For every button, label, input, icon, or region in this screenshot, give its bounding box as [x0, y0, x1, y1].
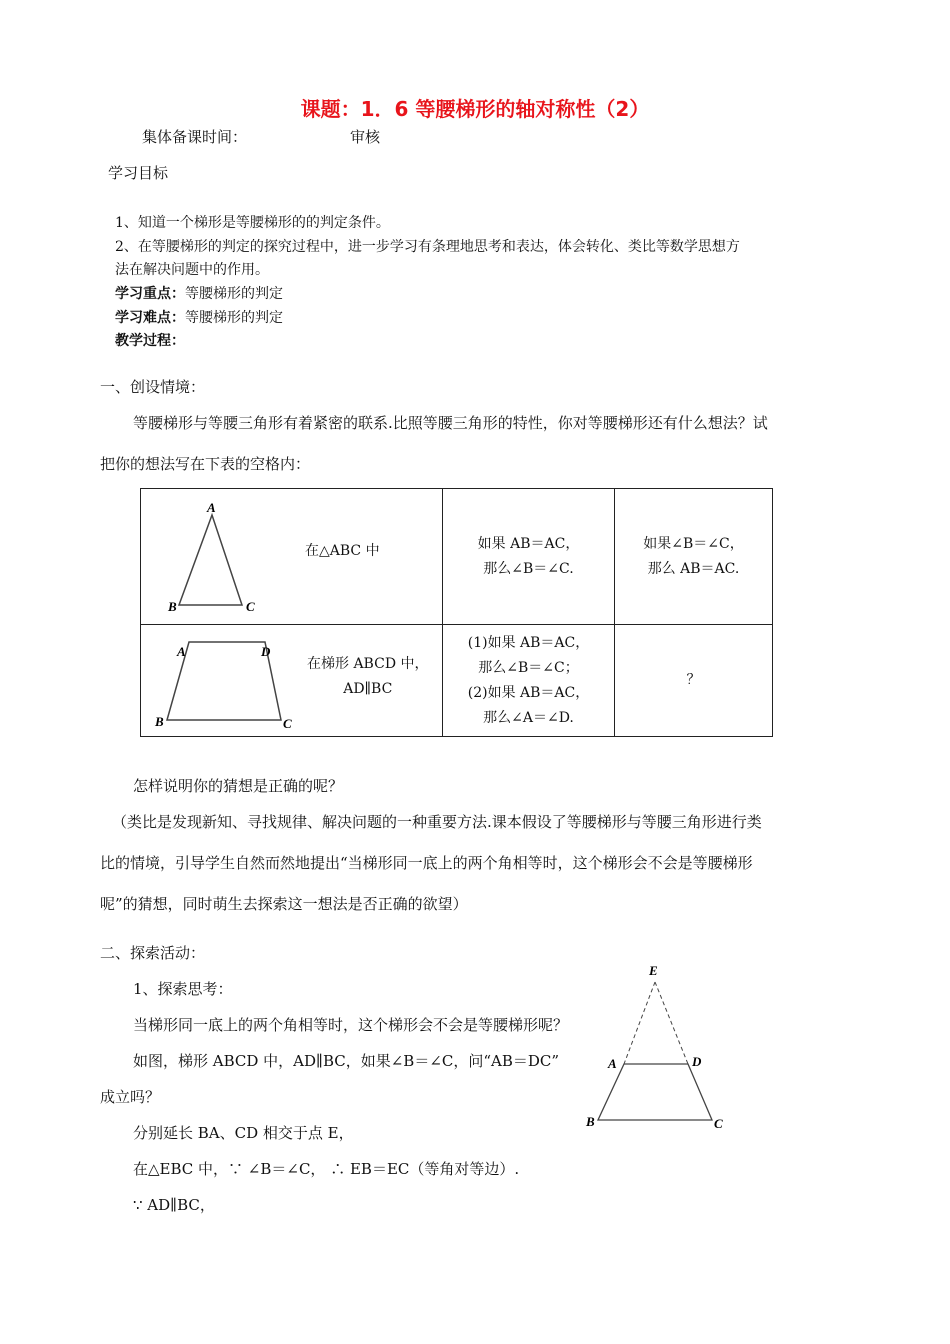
text-line: (2)如果 AB＝AC， [467, 684, 590, 701]
goal-1: 1、知道一个梯形是等腰梯形的的判定条件。 [115, 215, 390, 231]
triangle-property-cell [443, 489, 615, 625]
label-b: B [586, 1114, 595, 1129]
label-c: C [283, 716, 292, 730]
trapezoid-property-cell [443, 625, 615, 737]
triangle-context: 在△ABC 中 [305, 543, 380, 559]
goals-heading: 学习目标 [108, 164, 169, 182]
label-d: D [692, 1054, 702, 1069]
difficulty-label: 学习难点： [115, 310, 185, 326]
section2-line-4: 分别延长 BA、CD 相交于点 E， [133, 1124, 354, 1142]
label-b: B [155, 714, 164, 729]
label-a: A [177, 644, 186, 659]
triangle-figure [166, 499, 276, 619]
label-c: C [714, 1116, 723, 1131]
label-a: A [608, 1056, 617, 1071]
text-line: AD∥BC [343, 681, 393, 697]
note-line-1: （类比是发现新知、寻找规律、解决问题的一种重要方法.课本假设了等腰梯形与等腰三角形进行类 [112, 813, 762, 831]
section2-line-1: 当梯形同一底上的两个角相等时，这个梯形会不会是等腰梯形呢？ [133, 1016, 569, 1034]
trapezoid-converse-cell: ？ [615, 625, 773, 737]
question: 怎样说明你的猜想是正确的呢？ [133, 777, 344, 795]
trapezoid-cell [141, 625, 443, 737]
text-line: 那么∠A＝∠D. [483, 709, 574, 726]
goal-2: 2、在等腰梯形的判定的探究过程中，进一步学习有条理地思考和表达，体会转化、类比等数学思想方 [115, 239, 740, 255]
section2-line-3: 成立吗？ [100, 1088, 161, 1106]
text-line: 那么∠B＝∠C. [483, 560, 574, 577]
page-title: 课题：1．6 等腰梯形的轴对称性（2） [300, 97, 650, 121]
text-line: 如果 AB＝AC， [477, 535, 580, 552]
section2-heading: 二、探索活动： [100, 944, 206, 962]
section2-line-5: 在△EBC 中，∵ ∠B＝∠C， ∴ EB＝EC（等角对等边）. [133, 1160, 520, 1178]
prep-time-label: 集体备课时间： [142, 128, 248, 146]
review-label: 审核 [350, 128, 381, 146]
triangle-cell [141, 489, 443, 625]
text-line: 那么 AB＝AC. [647, 560, 740, 577]
text-line: (1)如果 AB＝AC， [467, 634, 590, 651]
key-point-label: 学习重点： [115, 286, 185, 302]
section1-p1: 等腰梯形与等腰三角形有着紧密的联系.比照等腰三角形的特性，你对等腰梯形还有什么想法？试 [133, 414, 768, 432]
label-b: B [168, 599, 177, 614]
note-line-3: 呢”的猜想，同时萌生去探索这一想法是否正确的欲望） [100, 895, 468, 913]
goal-2-cont: 法在解决问题中的作用。 [115, 262, 269, 278]
comparison-table [140, 488, 773, 737]
text-line: 在梯形 ABCD 中， [307, 656, 429, 672]
text-line: 那么∠B＝∠C； [478, 659, 579, 676]
label-a: A [207, 500, 216, 515]
label-e: E [649, 963, 658, 978]
section2-line-6: ∵ AD∥BC， [133, 1196, 215, 1214]
section2-sub: 1、探索思考： [133, 980, 233, 998]
key-point-text: 等腰梯形的判定 [185, 286, 283, 302]
extended-trapezoid-figure [580, 960, 740, 1140]
text-line: 如果∠B＝∠C， [643, 535, 744, 552]
section1-p2: 把你的想法写在下表的空格内： [100, 455, 311, 473]
note-line-2: 比的情境，引导学生自然而然地提出“当梯形同一底上的两个角相等时，这个梯形会不会是等腰梯形 [100, 854, 753, 872]
trapezoid-figure [151, 640, 301, 730]
label-c: C [246, 599, 255, 614]
process-label: 教学过程： [115, 333, 185, 349]
section2-line-2: 如图，梯形 ABCD 中，AD∥BC，如果∠B＝∠C，问“AB＝DC” [133, 1052, 560, 1070]
difficulty-text: 等腰梯形的判定 [185, 310, 283, 326]
triangle-converse-cell [615, 489, 773, 625]
section1-heading: 一、创设情境： [100, 378, 206, 396]
label-d: D [261, 644, 271, 659]
